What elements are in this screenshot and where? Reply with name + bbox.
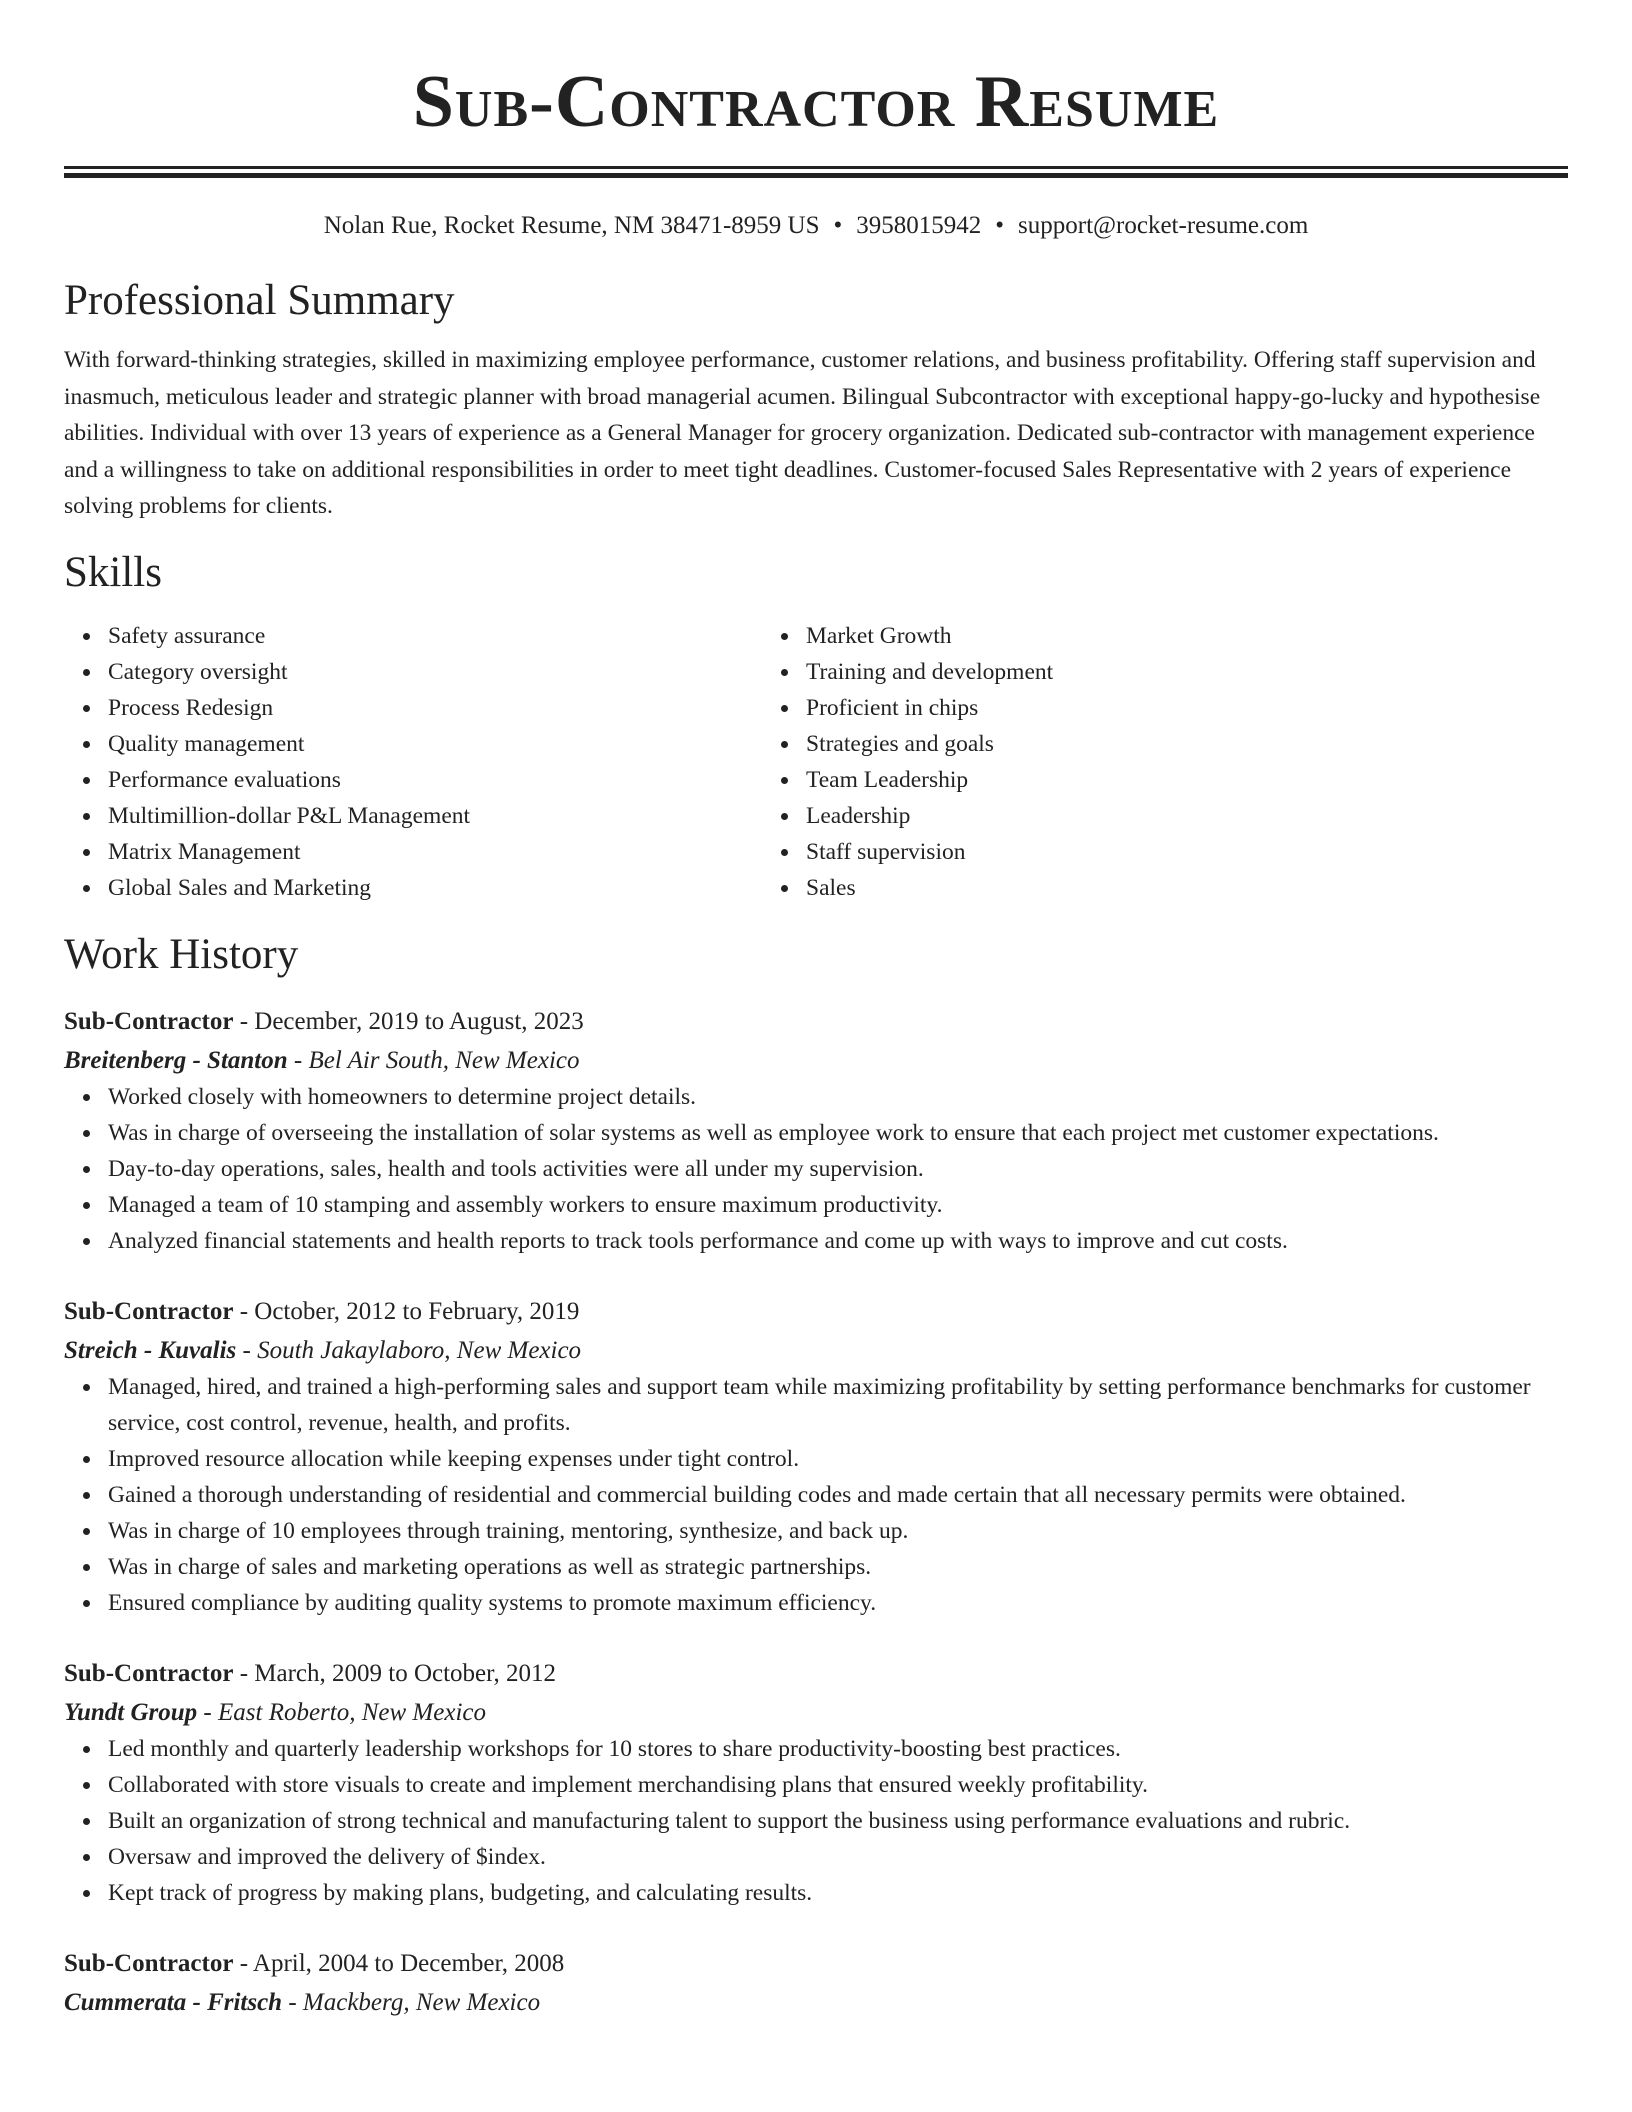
- job-duty: Managed a team of 10 stamping and assembly workers to ensure maximum productivity.: [108, 1187, 1568, 1223]
- skills-columns: [64, 618, 1568, 906]
- job-duties-list: [64, 1731, 1568, 1911]
- job-title-line: [64, 1004, 1568, 1040]
- job-entry: [64, 1656, 1568, 1911]
- job-duty: Led monthly and quarterly leadership workshops for 10 stores to share productivity-boosting best practices.: [108, 1731, 1568, 1767]
- skill-item: Matrix Management: [108, 834, 762, 870]
- resume-page: [64, 0, 1568, 2021]
- skill-item: Leadership: [806, 798, 1568, 834]
- skill-item: Safety assurance: [108, 618, 762, 654]
- job-company-line: [64, 1985, 1568, 2021]
- job-title-line: [64, 1946, 1568, 1982]
- job-title-line: [64, 1656, 1568, 1692]
- job-company: Yundt Group: [64, 1698, 198, 1726]
- job-duty: Improved resource allocation while keeping expenses under tight control.: [108, 1441, 1568, 1477]
- skill-item: Proficient in chips: [806, 690, 1568, 726]
- contact-address: Nolan Rue, Rocket Resume, NM 38471-8959 US: [323, 212, 820, 239]
- job-location: - East Roberto, New Mexico: [197, 1698, 486, 1726]
- skill-item: Process Redesign: [108, 690, 762, 726]
- skill-item: Performance evaluations: [108, 762, 762, 798]
- job-entry: [64, 1294, 1568, 1621]
- job-duty: Ensured compliance by auditing quality systems to promote maximum efficiency.: [108, 1585, 1568, 1621]
- summary-text: With forward-thinking strategies, skilled in maximizing employee performance, customer relations, and business profitability. Offering staff supervision and inasmuch, meticulous leader and strategic planner with broad managerial acumen. Bilingual Subcontractor with exceptional happy-go-lucky and hypothesise abilities. Individual with over 13 years of experience as a General Manager for grocery organization. Dedicated sub-contractor with management experience and a willingness to take on additional responsibilities in order to meet tight deadlines. Customer-focused Sales Representative with 2 years of experience solving problems for clients.: [64, 347, 1541, 519]
- skill-item: Strategies and goals: [806, 726, 1568, 762]
- skill-item: Quality management: [108, 726, 762, 762]
- skill-item: Sales: [806, 870, 1568, 906]
- job-duty: Day-to-day operations, sales, health and tools activities were all under my supervision.: [108, 1151, 1568, 1187]
- job-company: Cummerata - Fritsch: [64, 1988, 283, 2016]
- job-duties-list: [64, 1369, 1568, 1621]
- job-entry: [64, 1004, 1568, 1259]
- job-duty: Managed, hired, and trained a high-performing sales and support team while maximizing profitability by setting performance benchmarks for customer service, cost control, revenue, health, and profits.: [108, 1369, 1568, 1441]
- job-duty: Worked closely with homeowners to determine project details.: [108, 1079, 1568, 1115]
- job-duty: Gained a thorough understanding of residential and commercial building codes and made certain that all necessary permits were obtained.: [108, 1477, 1568, 1513]
- contact-separator: •: [833, 212, 843, 239]
- skill-item: Global Sales and Marketing: [108, 870, 762, 906]
- job-title: Sub-Contractor: [64, 1007, 234, 1035]
- skills-list-left: [64, 618, 762, 906]
- job-location: - Mackberg, New Mexico: [282, 1988, 541, 2016]
- job-company: Streich - Kuvalis: [64, 1336, 237, 1364]
- job-duty: Analyzed financial statements and health reports to track tools performance and come up with ways to improve and cut costs.: [108, 1223, 1568, 1259]
- job-duty: Kept track of progress by making plans, budgeting, and calculating results.: [108, 1875, 1568, 1911]
- summary-heading: Professional Summary: [64, 277, 455, 324]
- job-duty: Was in charge of overseeing the installation of solar systems as well as employee work to ensure that each project met customer expectations.: [108, 1115, 1568, 1151]
- job-duties-list: [64, 1079, 1568, 1259]
- job-dates: - March, 2009 to October, 2012: [233, 1659, 556, 1687]
- job-location: - South Jakaylaboro, New Mexico: [236, 1336, 582, 1364]
- job-duty: Was in charge of sales and marketing operations as well as strategic partnerships.: [108, 1549, 1568, 1585]
- job-duty: Was in charge of 10 employees through training, mentoring, synthesize, and back up.: [108, 1513, 1568, 1549]
- job-dates: - December, 2019 to August, 2023: [233, 1007, 584, 1035]
- resume-title: Sub-Contractor Resume: [412, 61, 1220, 143]
- skill-item: Staff supervision: [806, 834, 1568, 870]
- skill-item: Team Leadership: [806, 762, 1568, 798]
- job-company-line: [64, 1695, 1568, 1731]
- work-history-heading: Work History: [64, 930, 299, 978]
- job-title-line: [64, 1294, 1568, 1330]
- job-dates: - April, 2004 to December, 2008: [233, 1949, 565, 1977]
- job-duty: Built an organization of strong technical and manufacturing talent to support the business using performance evaluations and rubric.: [108, 1803, 1568, 1839]
- skill-item: Multimillion-dollar P&L Management: [108, 798, 762, 834]
- job-duty: Collaborated with store visuals to create and implement merchandising plans that ensured weekly profitability.: [108, 1767, 1568, 1803]
- skill-item: Category oversight: [108, 654, 762, 690]
- contact-line: [64, 210, 1568, 242]
- skills-list-right: [762, 618, 1568, 906]
- job-company: Breitenberg - Stanton: [64, 1046, 288, 1074]
- contact-email: support@rocket-resume.com: [1018, 212, 1309, 239]
- skills-heading: Skills: [64, 548, 162, 596]
- job-title: Sub-Contractor: [64, 1949, 234, 1977]
- job-location: - Bel Air South, New Mexico: [287, 1046, 580, 1074]
- job-dates: - October, 2012 to February, 2019: [233, 1297, 580, 1325]
- job-company-line: [64, 1333, 1568, 1369]
- title-double-rule: [64, 166, 1568, 178]
- job-entry: [64, 1946, 1568, 2021]
- job-title: Sub-Contractor: [64, 1297, 234, 1325]
- job-company-line: [64, 1043, 1568, 1079]
- job-title: Sub-Contractor: [64, 1659, 234, 1687]
- job-duty: Oversaw and improved the delivery of $index.: [108, 1839, 1568, 1875]
- skill-item: Market Growth: [806, 618, 1568, 654]
- contact-phone: 3958015942: [856, 212, 982, 239]
- skill-item: Training and development: [806, 654, 1568, 690]
- contact-separator: •: [995, 212, 1005, 239]
